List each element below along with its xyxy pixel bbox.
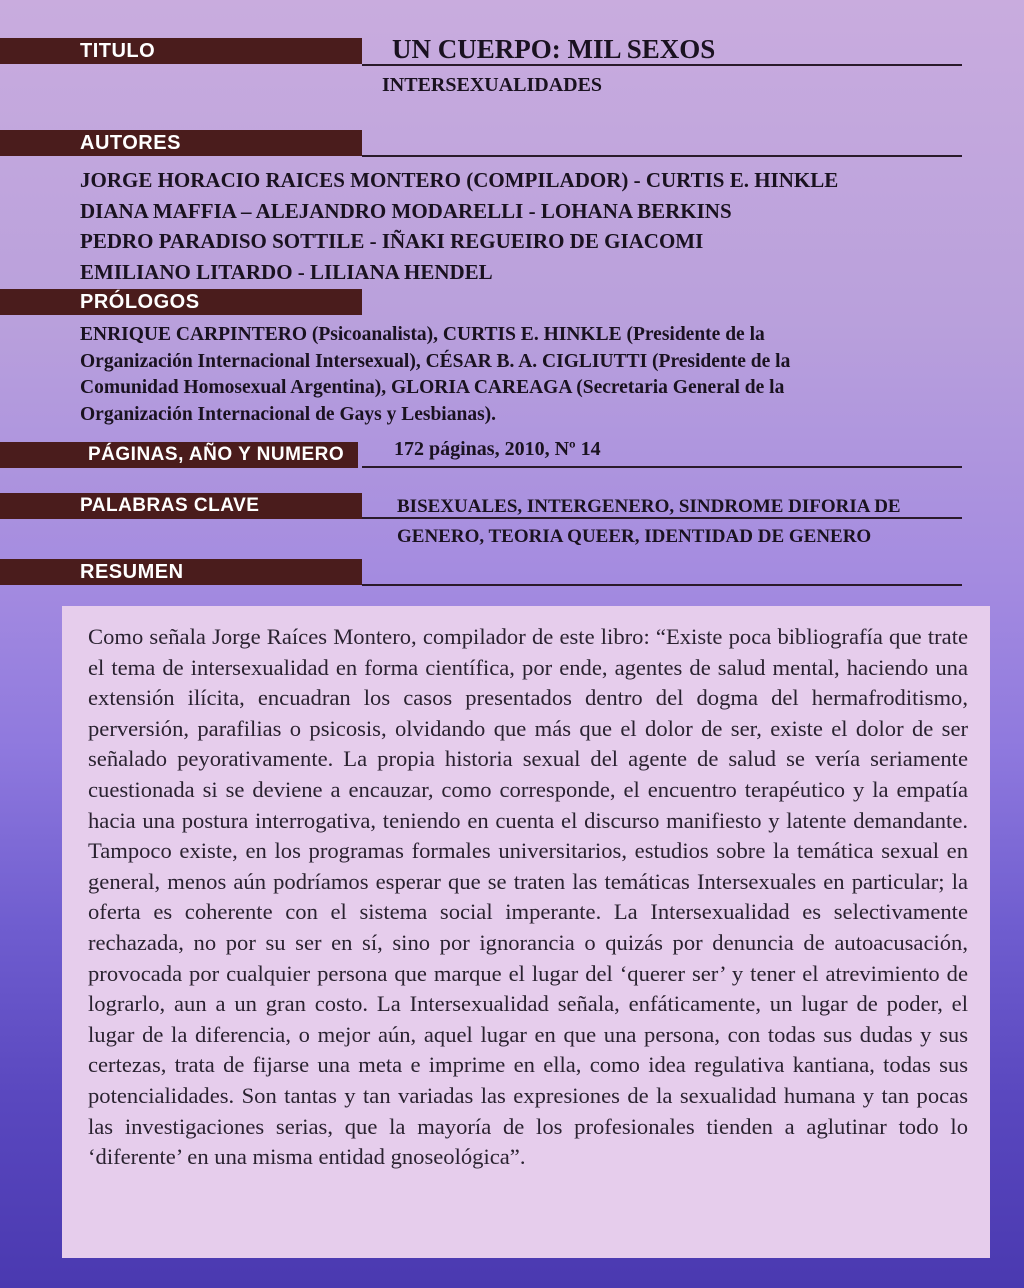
prologo-line: Comunidad Homosexual Argentina), GLORIA CAREAGA (Secretaria General de la [80,377,785,398]
prologo-line: ENRIQUE CARPINTERO (Psicoanalista), CURTIS E. HINKLE (Presidente de la [80,324,765,345]
summary-box [62,606,990,1258]
prologos-label: PRÓLOGOS [0,289,362,315]
paginas-rule [362,466,962,468]
autores-rule [362,155,962,157]
prologo-line: Organización Internacional de Gays y Lesbianas). [80,403,497,425]
author-line: DIANA MAFFIA – ALEJANDRO MODARELLI - LOHANA BERKINS [80,198,732,223]
palabras-label: PALABRAS CLAVE [0,493,362,519]
summary-text: Como señala Jorge Raíces Montero, compilador de este libro: “Existe poca bibliografía que trate el tema de intersexualidad en forma científica, por ende, agentes de salud mental, haciendo una extensión ilícita, encuadran los casos presentados dentro del dogma del hermafroditismo, perversión, parafilias o psicosis, olvidando que más que el dolor de ser, existe el dolor de ser señalado peyorativamente. La propia historia sexual del agente de salud se vería seriamente cuestionada si se deviene a encauzar, como corresponde, el encuentro terapéutico y la empatía hacia una postura interrogativa, teniendo en cuenta el discurso manifiesto y latente demandante. Tampoco existe, en los programas formales universitarios, estudios sobre la temática sexual en general, menos aún podríamos esperar que se traten las temáticas Intersexuales en particular; la oferta es coherente con el sistema social imperante. La Intersexualidad es selectivamente rechazada, no por su ser en sí, sino por ignorancia o quizás por denuncia de autoacusación, provocada por cualquier persona que marque el lugar del ‘querer ser’ y tener el atrevimiento de lograrlo, aun a un gran costo. La Intersexualidad señala, enfáticamente, un lugar de poder, el lugar de la diferencia, o mejor aún, aquel lugar en que una persona, con todas sus dudas y sus certezas, trata de fijarse una meta e imprime en ella, como idea regulativa kantiana, todas sus potencialidades. Son tantas y tan variadas las expresiones de la sexualidad humana y tan pocas las investigaciones serias, que la mayoría de los profesionales tienden a aglutinar todo lo ‘diferente’ en una misma entidad gnoseológica”. [88,624,968,1170]
prologo-line: Organización Internacional Intersexual), CÉSAR B. A. CIGLIUTTI (Presidente de la [80,350,791,372]
keywords-list [397,492,977,552]
book-subtitle: INTERSEXUALIDADES [382,74,603,96]
book-title: UN CUERPO: MIL SEXOS [392,34,716,64]
keyword-line: GENERO, TEORIA QUEER, IDENTIDAD DE GENERO [397,526,872,547]
autores-label: AUTORES [0,130,362,156]
author-line: JORGE HORACIO RAICES MONTERO (COMPILADOR) - CURTIS E. HINKLE [80,168,839,192]
titulo-label: TITULO [0,38,362,64]
pages-value: 172 páginas, 2010, Nº 14 [394,438,601,460]
author-line: EMILIANO LITARDO - LILIANA HENDEL [80,259,493,284]
paginas-label: PÁGINAS, AÑO Y NUMERO [0,442,358,468]
prologos-text [80,322,960,428]
resumen-rule [362,584,962,586]
keyword-line: BISEXUALES, INTERGENERO, SINDROME DIFORIA DE [397,496,901,517]
resumen-label: RESUMEN [0,559,362,585]
authors-list [80,165,980,287]
author-line: PEDRO PARADISO SOTTILE - IÑAKI REGUEIRO DE GIACOMI [80,229,704,253]
